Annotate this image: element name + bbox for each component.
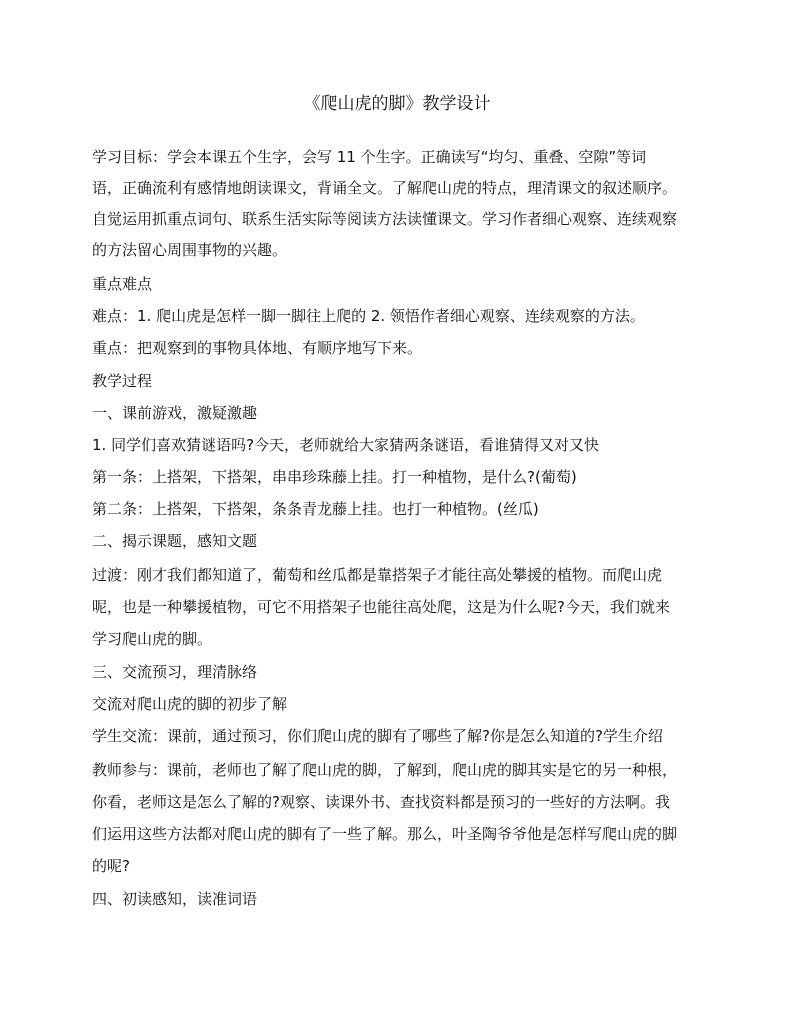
step-heading-2: 二、揭示课题，感知文题 [92, 532, 258, 550]
objectives-line-4: 的方法留心周围事物的兴趣。 [92, 241, 288, 259]
transition-line-1: 过渡：刚才我们都知道了，葡萄和丝瓜都是靠搭架子才能往高处攀援的植物。而爬山虎 [92, 566, 663, 584]
riddle-1-line: 第一条：上搭架，下搭架，串串珍珠藤上挂。打一种植物，是什么?(葡萄) [92, 468, 577, 486]
teacher-line-1: 教师参与：课前，老师也了解了爬山虎的脚，了解到，爬山虎的脚其实是它的另一种根， [92, 761, 678, 779]
objectives-line-3: 自觉运用抓重点词句、联系生活实际等阅读方法读懂课文。学习作者细心观察、连续观察 [92, 210, 678, 228]
step-heading-1: 一、课前游戏，激疑激趣 [92, 404, 258, 422]
student-exchange-line: 学生交流：课前，通过预习，你们爬山虎的脚有了哪些了解?你是怎么知道的?学生介绍 [92, 727, 663, 745]
objectives-line-1: 学习目标：学会本课五个生字，会写 11 个生字。正确读写“均匀、重叠、空隙”等词 [92, 148, 647, 166]
objectives-line-2: 语，正确流利有感情地朗读课文，背诵全文。了解爬山虎的特点，理清课文的叙述顺序。 [92, 179, 678, 197]
teacher-line-4: 的呢? [92, 857, 130, 875]
document-title: 《爬山虎的脚》教学设计 [303, 94, 491, 114]
riddle-2-line: 第二条：上搭架，下搭架，条条青龙藤上挂。也打一种植物。(丝瓜) [92, 500, 539, 518]
teacher-line-3: 们运用这些方法都对爬山虎的脚有了一些了解。那么，叶圣陶爷爷他是怎样写爬山虎的脚 [92, 825, 678, 843]
section-heading-key-points: 重点难点 [92, 275, 153, 293]
transition-line-3: 学习爬山虎的脚。 [92, 630, 213, 648]
riddle-intro-line: 1. 同学们喜欢猜谜语吗?今天，老师就给大家猜两条谜语，看谁猜得又对又快 [92, 436, 600, 454]
section-heading-process: 教学过程 [92, 372, 153, 390]
transition-line-2: 呢，也是一种攀援植物，可它不用搭架子也能往高处爬，这是为什么呢?今天，我们就来 [92, 598, 670, 616]
key-point-line: 重点：把观察到的事物具体地、有顺序地写下来。 [92, 339, 423, 357]
exchange-line: 交流对爬山虎的脚的初步了解 [92, 695, 288, 713]
step-heading-4: 四、初读感知，读准词语 [92, 890, 258, 908]
difficulty-line: 难点：1. 爬山虎是怎样一脚一脚往上爬的 2. 领悟作者细心观察、连续观察的方法。 [92, 307, 645, 325]
teacher-line-2: 你看，老师这是怎么了解的?观察、读课外书、查找资料都是预习的一些好的方法啊。我 [92, 793, 670, 811]
step-heading-3: 三、交流预习，理清脉络 [92, 663, 258, 681]
